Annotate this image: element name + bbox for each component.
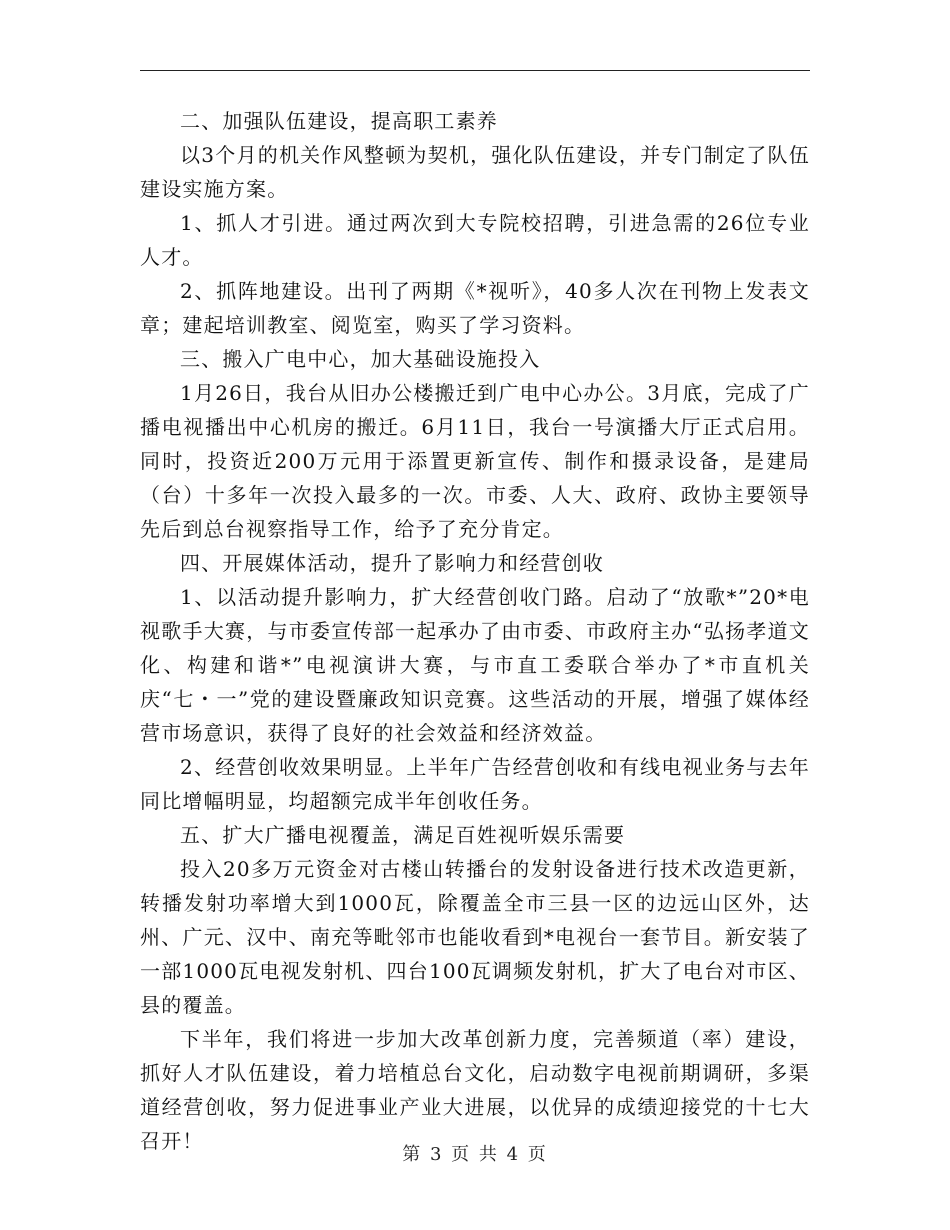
paragraph-revenue: 2、经营创收效果明显。上半年广告经营创收和有线电视业务与去年同比增幅明显，均超额完成半年创收任务。 [140,755,810,813]
section-heading-3: 三、搬入广电中心，加大基础设施投入 [180,347,541,371]
header-rule [140,70,810,71]
paragraph-second-half: 下半年，我们将进一步加大改革创新力度，完善频道（率）建设，抓好人才队伍建设，着力培植总台文化，启动数字电视前期调研，多渠道经营创收，努力促进事业产业大进展，以优异的成绩迎接党的十七大召开！ [140,1027,810,1153]
section-heading-4: 四、开展媒体活动，提升了影响力和经营创收 [180,551,604,575]
section-heading-2: 二、加强队伍建设，提高职工素养 [180,109,498,133]
paragraph-platform: 2、抓阵地建设。出刊了两期《*视听》，40多人次在刊物上发表文章；建起培训教室、阅览室，购买了学习资料。 [140,279,810,337]
document-body [140,104,810,1158]
page-number: 第 3 页 共 4 页 [402,1144,548,1165]
section-heading-5: 五、扩大广播电视覆盖，满足百姓视听娱乐需要 [180,823,626,847]
paragraph-relocation: 1月26日，我台从旧办公楼搬迁到广电中心办公。3月底，完成了广播电视播出中心机房的搬迁。6月11日，我台一号演播大厅正式启用。同时，投资近200万元用于添置更新宣传、制作和摄录设备，是建局（台）十多年一次投入最多的一次。市委、人大、政府、政协主要领导先后到总台视察指导工作，给予了充分肯定。 [140,381,810,541]
paragraph-activities: 1、以活动提升影响力，扩大经营创收门路。启动了“放歌*”20*电视歌手大赛，与市委宣传部一起承办了由市委、市政府主办“弘扬孝道文化、构建和谐*”电视演讲大赛，与市直工委联合举办了*市直机关庆“七・一”党的建设暨廉政知识竞赛。这些活动的开展，增强了媒体经营市场意识，获得了良好的社会效益和经济效益。 [140,585,810,745]
paragraph-coverage: 投入20多万元资金对古楼山转播台的发射设备进行技术改造更新，转播发射功率增大到1000瓦，除覆盖全市三县一区的边远山区外，达州、广元、汉中、南充等毗邻市也能收看到*电视台一套节目。新安装了一部1000瓦电视发射机、四台100瓦调频发射机，扩大了电台对市区、县的覆盖。 [140,857,810,1017]
paragraph-talent: 1、抓人才引进。通过两次到大专院校招聘，引进急需的26位专业人才。 [140,211,810,269]
paragraph-team-building: 以3个月的机关作风整顿为契机，强化队伍建设，并专门制定了队伍建设实施方案。 [140,143,810,201]
